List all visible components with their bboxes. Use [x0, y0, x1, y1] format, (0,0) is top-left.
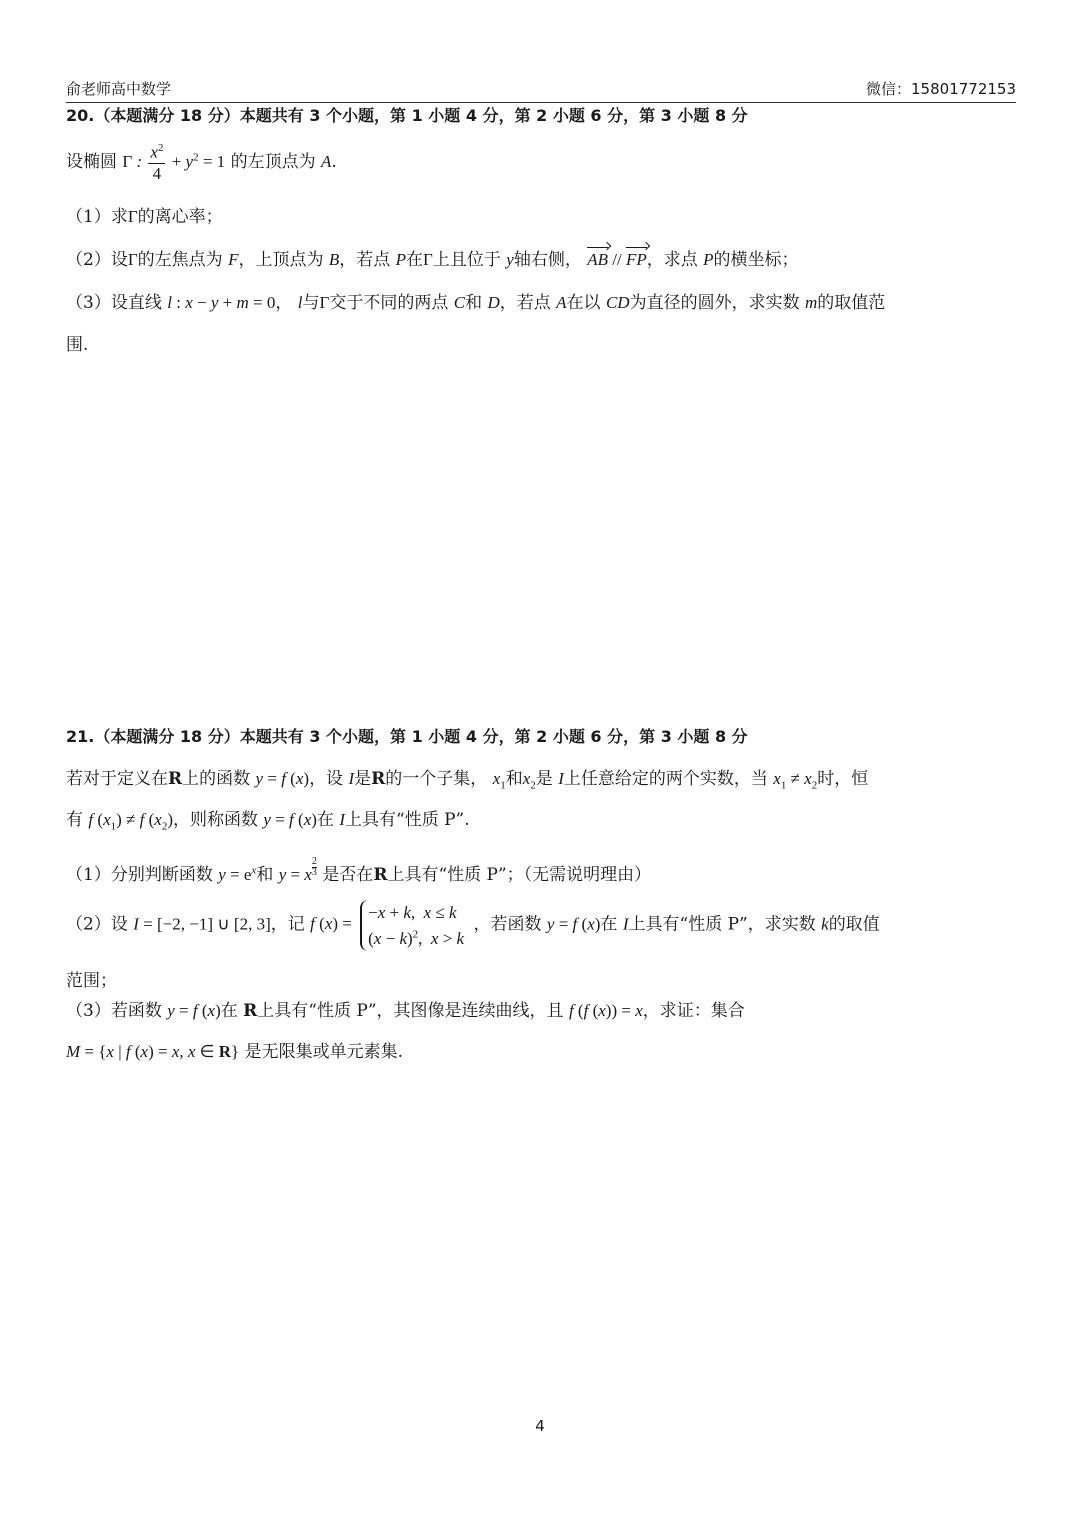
text: 设椭圆 — [66, 152, 117, 173]
fraction: $\frac{x^2}{4}$ — [150, 142, 164, 184]
text: 在 — [600, 914, 618, 935]
q21-title: 21.（本题满分 18 分）本题共有 3 个小题，第 1 小题 4 分，第 2 小题 6 分，第 3 小题 8 分 — [66, 727, 748, 746]
gamma: Γ — [319, 293, 330, 312]
text: 的取值 — [828, 914, 880, 935]
text: 和 — [256, 865, 274, 885]
text: 上具有“性质 P”. — [345, 810, 470, 830]
q20-intro — [66, 142, 1016, 184]
text: 若对于定义在 — [66, 769, 168, 789]
set-i: I — [622, 914, 629, 934]
q21-part1 — [66, 856, 1016, 885]
text: 是无限集或单元素集. — [244, 1042, 403, 1062]
header-contact: 微信：15801772153 — [866, 80, 1016, 98]
q20-part3-cont: 围. — [66, 335, 89, 355]
text: ， — [275, 293, 293, 313]
q21-part2 — [66, 900, 1016, 951]
text: 交于不同的两点 — [329, 293, 449, 313]
q21-part3-cont — [66, 1037, 1016, 1062]
function-exp: $y = e^x$ — [218, 864, 257, 884]
fx1-neq-fx2: f $(x_1) \ne f$ $(x_2)$ — [88, 810, 173, 833]
point-p: P — [703, 250, 714, 269]
point-b: B — [328, 250, 340, 269]
text: 上具有“性质 P”，其图像是连续曲线，且 — [257, 1001, 564, 1021]
gamma: Γ — [127, 250, 138, 269]
page-number: 4 — [535, 1417, 545, 1435]
function-y-fx: y = f (x) — [167, 1001, 221, 1020]
text: ，上顶点为 — [238, 250, 324, 270]
function-power: y = x $^{\frac{2}{3}}$ — [278, 856, 317, 884]
q20-part1 — [66, 202, 1016, 227]
point-a: A — [321, 152, 332, 172]
axis-y: y — [506, 250, 514, 269]
text: （1）分别判断函数 — [66, 865, 213, 885]
text: ，设 — [309, 769, 344, 789]
set-r: R — [371, 769, 386, 789]
q21-part3 — [66, 996, 1016, 1021]
text: 的左顶点为 — [230, 152, 316, 173]
text: 的横坐标； — [713, 250, 799, 270]
function-y-fx: y = f (x) — [263, 810, 317, 829]
set-r: R — [243, 1001, 258, 1021]
text: 上且位于 — [432, 250, 501, 270]
q21-stem-line2 — [66, 805, 1016, 832]
text: ，若点 — [499, 293, 551, 313]
text: 为直径的圆外，求实数 — [629, 293, 800, 313]
text: 的取值范 — [817, 293, 886, 313]
segment-cd: CD — [605, 293, 630, 312]
text: 在以 — [566, 293, 601, 313]
set-i: I — [339, 810, 345, 829]
text: 是 — [354, 769, 372, 789]
text: 时，恒 — [817, 769, 869, 789]
text: 上具有“性质 P”；（无需说明理由） — [387, 865, 652, 885]
text: 在 — [406, 250, 424, 270]
line-equation: l : x − y + m = 0 — [167, 293, 276, 312]
text: 和 — [505, 769, 523, 789]
text: 是 — [535, 769, 553, 789]
point-p: P — [395, 250, 407, 269]
text: 上的函数 — [182, 769, 251, 789]
q20-title: 20.（本题满分 18 分）本题共有 3 个小题，第 1 小题 4 分，第 2 小题 6 分，第 3 小题 8 分 — [66, 106, 748, 125]
text: （1）求 — [66, 207, 128, 227]
text: 是否在 — [322, 865, 374, 885]
set-i-definition: I = [−2, −1] ∪ [2, 3] — [133, 914, 271, 934]
point-d: D — [487, 293, 500, 312]
involution-equation: f (f (x)) = x — [568, 1001, 643, 1020]
var-k: k — [821, 914, 829, 934]
q20-part2 — [66, 245, 1016, 270]
gamma: Γ — [127, 207, 138, 226]
text: （3）设直线 — [66, 293, 162, 313]
var-m: m — [805, 293, 818, 312]
point-f: F — [228, 250, 239, 269]
text: （2）设 — [66, 914, 128, 935]
text: 轴右侧， — [513, 250, 582, 270]
text: 在 — [220, 1001, 238, 1021]
text: 的一个子集， — [385, 769, 488, 789]
set-i: I — [348, 769, 355, 788]
text: 在 — [316, 810, 334, 830]
text: . — [331, 152, 337, 173]
x2: $x_2$ — [522, 769, 536, 792]
x1: $x_1$ — [492, 769, 506, 792]
text: 与 — [302, 293, 320, 313]
text: ，求点 — [646, 250, 698, 270]
text: 上任意给定的两个实数，当 — [563, 769, 768, 789]
text: （3）若函数 — [66, 1001, 162, 1021]
header-brand: 俞老师高中数学 — [66, 80, 172, 98]
point-a: A — [556, 293, 567, 312]
vector-parallel: AB // FP — [587, 250, 647, 269]
text: ，求证：集合 — [642, 1001, 745, 1021]
page-header — [66, 78, 1016, 103]
text: ，记 — [270, 914, 305, 935]
q20-part3 — [66, 288, 1016, 313]
set-i: I — [558, 769, 564, 788]
text: 上具有“性质 P”，求实数 — [628, 914, 816, 935]
set-r: R — [168, 769, 183, 789]
function-y-fx: y = f (x) — [255, 769, 310, 788]
text: 有 — [66, 810, 83, 830]
gamma: Γ — [423, 250, 433, 269]
line-l: l — [297, 293, 303, 312]
text: ，若点 — [339, 250, 391, 270]
q21-part2-cont: 范围； — [66, 971, 117, 991]
piecewise-function: f (x) = −x + k, x ≤ k $(x - k)^2$, x > k — [310, 914, 468, 933]
set-r: R — [373, 865, 388, 885]
point-c: C — [453, 293, 466, 312]
function-y-fx: y = f (x) — [546, 914, 601, 934]
q21-stem-line1 — [66, 764, 1016, 791]
text: ，则称函数 — [173, 810, 258, 830]
text: 的左焦点为 — [137, 250, 223, 270]
text: ，若函数 — [473, 914, 542, 935]
text: 和 — [465, 293, 483, 313]
text: 的离心率； — [137, 207, 223, 227]
set-m-definition: M = {x | f (x) = x, x ∈ R} — [66, 1042, 240, 1061]
x1-neq-x2: $x_1 \ne x_2$ — [773, 769, 818, 792]
ellipse-equation: Γ : $\frac{x^2}{4}$ + $y^2 = 1$ — [122, 142, 226, 184]
text: （2）设 — [66, 250, 128, 270]
